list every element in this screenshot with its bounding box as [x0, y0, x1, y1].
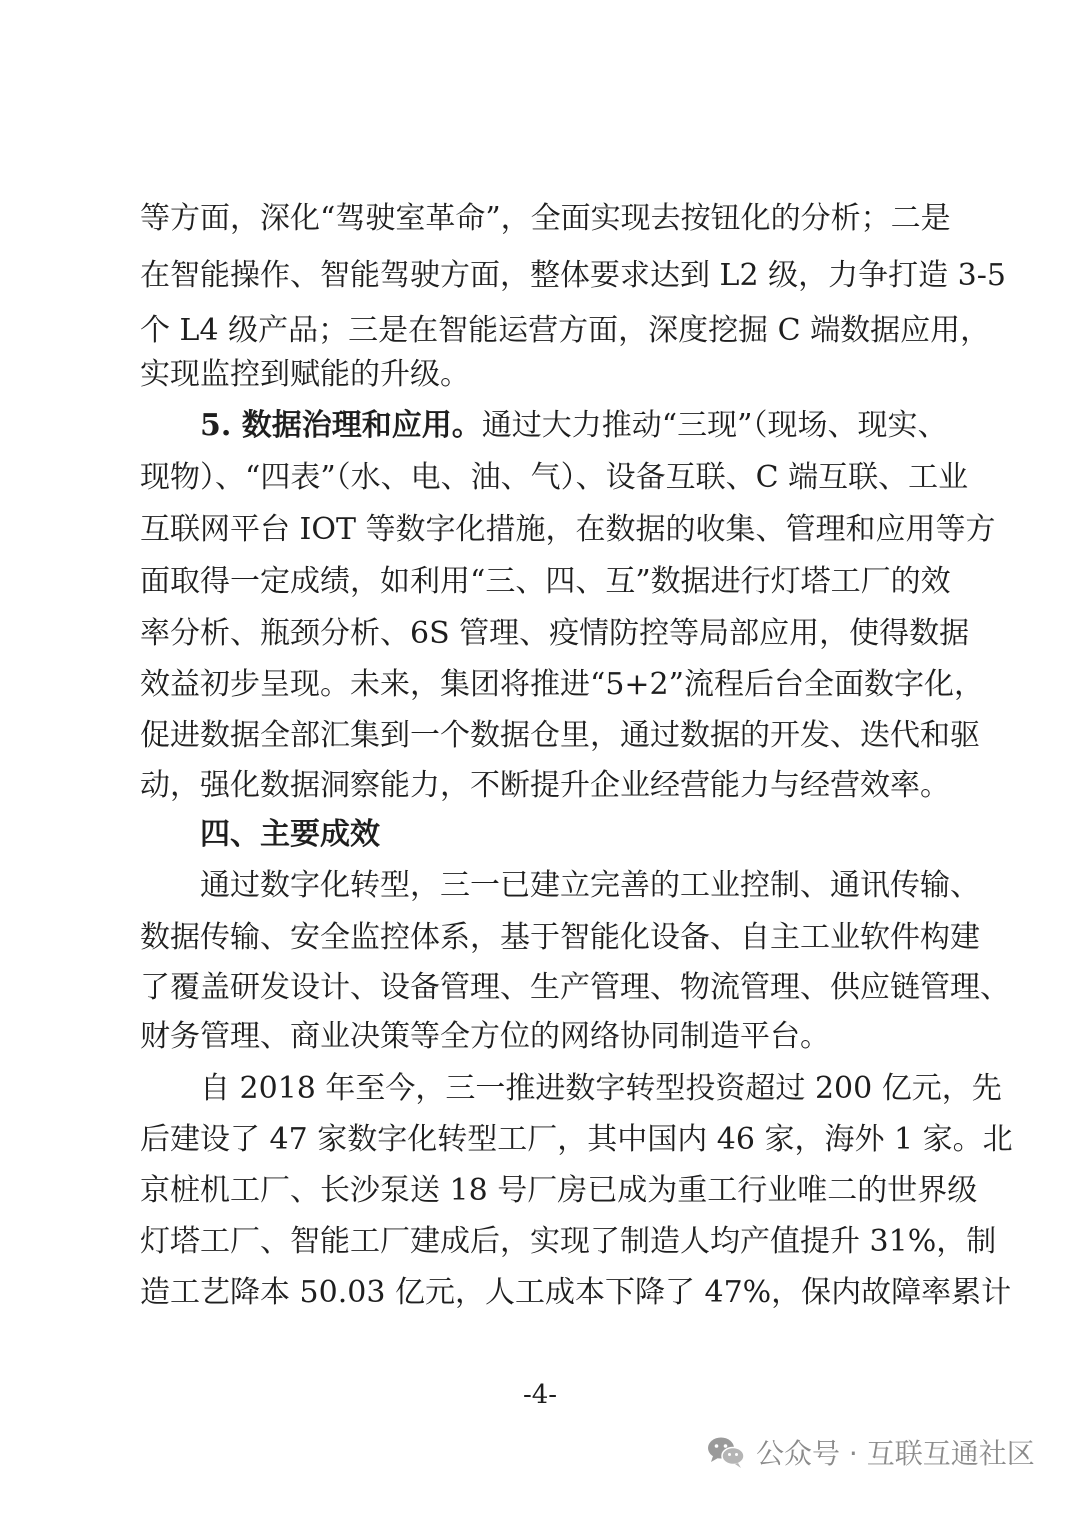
watermark-text: 公众号 · 互联互通社区: [756, 1437, 1035, 1470]
paragraph-1-line-2: 在智能操作、智能驾驶方面，整体要求达到 L2 级，力争打造 3-5: [140, 258, 1006, 293]
paragraph-2-heading: 5. 数据治理和应用。: [200, 408, 482, 443]
paragraph-2-line-8: 动，强化数据洞察能力，不断提升企业经营能力与经营效率。: [140, 768, 950, 803]
paragraph-2-line-4: 面取得一定成绩，如利用“三、四、互”数据进行灯塔工厂的效: [140, 564, 951, 599]
paragraph-4-line-2: 后建设了 47 家数字化转型工厂，其中国内 46 家，海外 1 家。北: [140, 1122, 1013, 1157]
paragraph-2-line-2: 现物）、“四表”（水、电、油、气）、设备互联、C 端互联、工业: [140, 460, 969, 495]
paragraph-2-first-line-rest: 通过大力推动“三现”（现场、现实、: [481, 408, 948, 443]
paragraph-4-line-5: 造工艺降本 50.03 亿元，人工成本下降了 47%，保内故障率累计: [140, 1275, 1012, 1310]
paragraph-2-line-3: 互联网平台 IOT 等数字化措施，在数据的收集、管理和应用等方: [140, 512, 996, 547]
paragraph-3-line-4: 财务管理、商业决策等全方位的网络协同制造平台。: [140, 1019, 830, 1054]
paragraph-2-line-6: 效益初步呈现。未来，集团将推进“5+2”流程后台全面数字化，: [140, 667, 984, 702]
paragraph-1-line-3: 个 L4 级产品；三是在智能运营方面，深度挖掘 C 端数据应用，: [140, 313, 991, 348]
section-heading: 四、主要成效: [200, 817, 380, 852]
page-number: -4-: [522, 1380, 558, 1410]
paragraph-4-line-1: 自 2018 年至今，三一推进数字转型投资超过 200 亿元，先: [200, 1071, 1002, 1106]
paragraph-1-line-4: 实现监控到赋能的升级。: [140, 357, 470, 392]
paragraph-3-line-2: 数据传输、安全监控体系，基于智能化设备、自主工业软件构建: [140, 920, 980, 955]
paragraph-2-line-1: [200, 406, 948, 446]
paragraph-2-line-7: 促进数据全部汇集到一个数据仓里，通过数据的开发、迭代和驱: [140, 718, 980, 753]
wechat-icon: [706, 1435, 746, 1469]
paragraph-3-line-1: 通过数字化转型，三一已建立完善的工业控制、通讯传输、: [200, 868, 980, 903]
paragraph-4-line-3: 京桩机工厂、长沙泵送 18 号厂房已成为重工行业唯二的世界级: [140, 1173, 978, 1208]
paragraph-1-line-1: 等方面，深化“驾驶室革命”，全面实现去按钮化的分析；二是: [140, 201, 951, 236]
watermark: [706, 1430, 1035, 1474]
paragraph-4-line-4: 灯塔工厂、智能工厂建成后，实现了制造人均产值提升 31%，制: [140, 1224, 997, 1259]
paragraph-2-line-5: 率分析、瓶颈分析、6S 管理、疫情防控等局部应用，使得数据: [140, 616, 970, 651]
paragraph-3-line-3: 了覆盖研发设计、设备管理、生产管理、物流管理、供应链管理、: [140, 970, 1010, 1005]
